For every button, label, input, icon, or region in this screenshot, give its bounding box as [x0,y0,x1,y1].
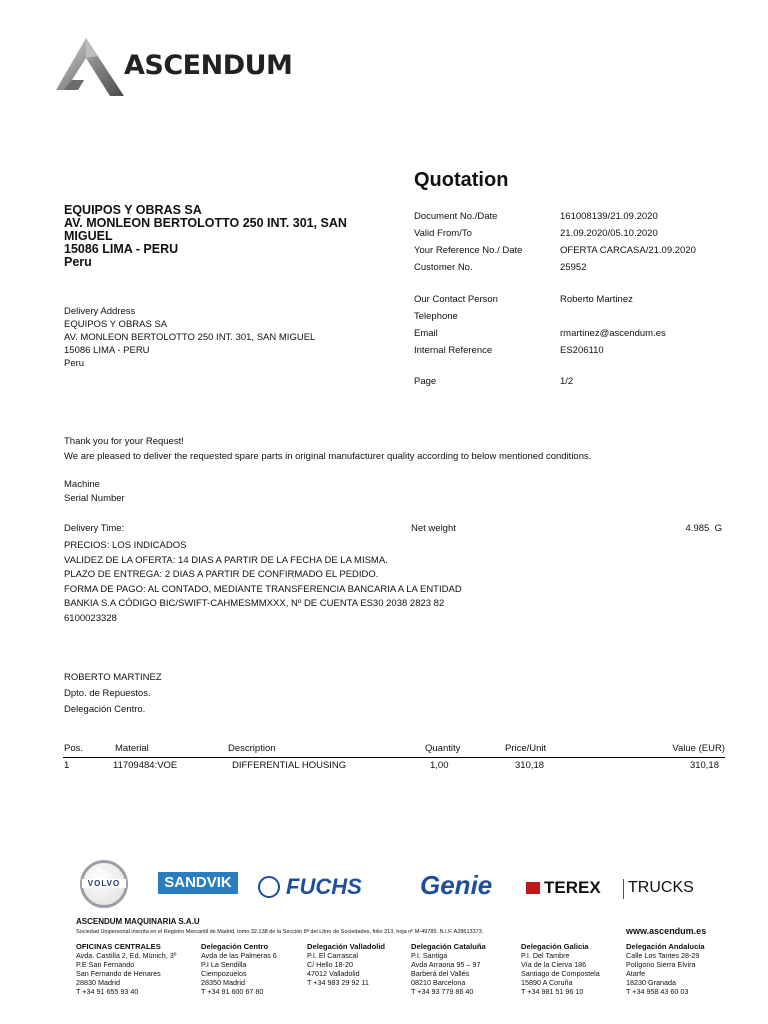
serial-number-label: Serial Number [64,493,125,504]
row-quantity: 1,00 [430,760,449,771]
row-material: 11709484:VOE [113,760,178,771]
document-title: Quotation [414,169,509,191]
signature [64,670,162,718]
office-line: 18230 Granada [626,978,676,987]
col-description: Description [228,743,276,754]
office-line: 28350 Madrid [201,978,245,987]
office-line: Barberá del Vallés [411,969,470,978]
delivery-line: AV. MONLEON BERTOLOTTO 250 INT. 301, SAN MIGUEL [64,332,316,343]
delivery-line: EQUIPOS Y OBRAS SA [64,319,168,330]
net-weight-value: 4.985 G [685,523,722,534]
row-price: 310,18 [515,760,545,771]
office-line: T +34 91 600 67 80 [201,987,264,996]
meta-label: Telephone [414,311,458,322]
office-title: Delegación Andalucía [626,942,705,951]
office-line: T +34 958 43 60 03 [626,987,689,996]
office-line: P.I. Del Tambre [521,951,570,960]
signature-line: Dpto. de Repuestos. [64,688,151,699]
office-line: Santiago de Compostela [521,969,600,978]
condition-line: 6100023328 [64,612,117,624]
terex-emblem-icon [526,882,540,894]
footer-legal: Sociedad Unipersonal inscrita en el Registro Mercantil de Madrid, tomo 32.138 de la Sección 8ª del Libro de Sociedades, folio 213, hoja nº M-49785. N.I.F. A28613373. [76,929,484,935]
office-line: 15890 A Coruña [521,978,573,987]
office-line: P.E San Fernando [76,960,135,969]
col-value: Value (EUR) [672,743,725,754]
partner-logos [70,860,710,910]
machine-label: Machine [64,479,100,490]
customer-line: 15086 LIMA - PERU [64,242,179,256]
office-line: P.I La Sendilla [201,960,247,969]
meta-label: Page [414,376,437,387]
delivery-line: 15086 LIMA - PERU [64,345,150,356]
row-description: DIFFERENTIAL HOUSING [232,760,347,771]
meta-value[interactable]: rmartinez@ascendum.es [560,328,666,339]
intro-line: Thank you for your Request! [64,436,184,447]
office-centro [201,942,277,996]
condition-line: PLAZO DE ENTREGA: 2 DIAS A PARTIR DE CONFIRMADO EL PEDIDO. [64,569,379,580]
genie-logo: Genie [420,870,493,900]
condition-line: BANKIA S.A CÓDIGO BIC/SWIFT-CAHMESMMXXX, Nº DE CUENTA ES30 2038 2823 82 [64,598,445,609]
office-cataluna [411,942,486,996]
delivery-time-label: Delivery Time: [64,523,125,534]
terex-logo [526,878,716,902]
terex-divider [623,879,624,899]
signature-line: Delegación Centro. [64,704,146,715]
office-line: Atarfe [626,969,646,978]
meta-value: OFERTA CARCASA/21.09.2020 [560,245,696,256]
office-title: Delegación Centro [201,942,269,951]
meta-label: Your Reference No./ Date [414,245,523,256]
ascendum-logo [52,36,293,100]
office-title: Delegación Galicia [521,942,589,951]
table-row [63,760,725,774]
condition-line: VALIDEZ DE LA OFERTA: 14 DIAS A PARTIR DE LA FECHA DE LA MISMA. [64,554,388,566]
office-andalucia [626,942,705,996]
delivery-line: Delivery Address [64,306,136,317]
col-price: Price/Unit [505,743,547,754]
condition-line: PRECIOS: LOS INDICADOS [64,540,187,551]
conditions [64,539,564,626]
footer-website[interactable]: www.ascendum.es [626,926,707,936]
office-line: P.I. Santiga [411,951,448,960]
meta-value: 21.09.2020/05.10.2020 [560,228,658,239]
office-line: Avda. Castilla 2, Ed. Munich, 3º [76,951,177,960]
office-line: San Fernando de Henares [76,969,161,978]
delivery-line: Peru [64,358,85,369]
meta-value: 25952 [560,262,587,273]
office-line: T +34 983 29 92 11 [307,978,369,987]
office-central [76,942,176,996]
office-line: Vía de la Cierva 186 [521,960,587,969]
office-line: Polígono Sierra Elvira [626,960,696,969]
office-galicia [521,942,600,996]
office-line: 28830 Madrid [76,978,120,987]
office-line: 47012 Valladolid [307,969,360,978]
office-title: OFICINAS CENTRALES [76,942,161,951]
office-line: Calle Los Tantes 28-29 [626,951,700,960]
customer-line: MIGUEL [64,229,113,243]
volvo-wordmark: VOLVO [82,879,126,888]
row-value: 310,18 [689,760,719,771]
office-line: Ciempozuelos [201,969,247,978]
office-line: T +34 91 655 93 40 [76,987,139,996]
meta-value: ES206110 [560,345,604,356]
trucks-wordmark: TRUCKS [628,879,694,896]
meta-label: Valid From/To [414,228,472,239]
fuchs-logo [258,874,398,904]
office-line: Avda Arraona 95 – 97 [411,960,481,969]
meta-value: 161008139/21.09.2020 [560,211,658,222]
office-line: T +34 93 779 86 40 [411,987,474,996]
customer-line: EQUIPOS Y OBRAS SA [64,203,202,217]
office-title: Delegación Valladolid [307,942,386,951]
sandvik-logo: SANDVIK [158,872,238,894]
office-line: P.I. El Carrascal [307,951,358,960]
condition-line: FORMA DE PAGO: AL CONTADO, MEDIANTE TRANSFERENCIA BANCARIA A LA ENTIDAD [64,583,462,595]
office-title: Delegación Cataluña [411,942,486,951]
meta-value: 1/2 [560,376,574,387]
office-line: C/ Hello 18-20 [307,960,353,969]
signature-line: ROBERTO MARTINEZ [64,672,162,683]
meta-label: Our Contact Person [414,294,498,305]
net-weight-label: Net weight [411,523,456,534]
office-line: Avda de las Palmeras 6 [201,951,277,960]
col-material: Material [115,743,149,754]
terex-wordmark: TEREX [544,878,601,897]
items-table-header [63,743,725,758]
meta-label: Email [414,328,438,339]
ascendum-logo-mark-icon [52,36,126,100]
office-line: 08210 Barcelona [411,978,466,987]
customer-address [64,204,394,269]
delivery-address [64,305,394,370]
col-quantity: Quantity [425,743,461,754]
volvo-logo [74,860,136,910]
footer-company: ASCENDUM MAQUINARIA S.A.U [76,917,200,926]
intro-line: We are pleased to deliver the requested spare parts in original manufacturer quality according to below mentioned conditions. [64,451,592,462]
brand-name: ASCENDUM [124,50,293,81]
meta-label: Internal Reference [414,345,493,356]
customer-line: AV. MONLEON BERTOLOTTO 250 INT. 301, SAN [64,216,347,230]
meta-value: Roberto Martinez [560,294,633,305]
office-valladolid [307,942,385,987]
office-line: T +34 981 51 96 10 [521,987,584,996]
customer-line: Peru [64,255,92,269]
col-pos: Pos. [64,743,84,754]
fuchs-wordmark: FUCHS [286,874,362,899]
meta-label: Document No./Date [414,211,498,222]
meta-label: Customer No. [414,262,473,273]
fuchs-emblem-icon [258,876,280,898]
intro-text [64,434,744,464]
row-pos: 1 [64,760,70,771]
